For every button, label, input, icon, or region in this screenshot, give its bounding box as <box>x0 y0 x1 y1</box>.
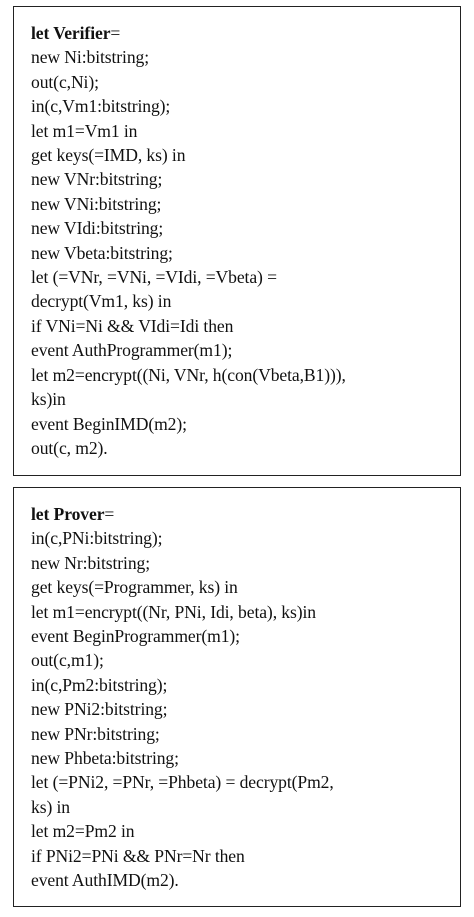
verifier-line: in(c,Vm1:bitstring); <box>31 96 171 117</box>
verifier-line: let m2=encrypt((Ni, VNr, h(con(Vbeta,B1))), <box>31 364 346 385</box>
prover-line: if PNi2=PNi && PNr=Nr then <box>31 845 245 866</box>
prover-line: let (=PNi2, =PNr, =Phbeta) = decrypt(Pm2, <box>31 772 334 793</box>
prover-line: event BeginProgrammer(m1); <box>31 626 240 647</box>
verifier-line: event BeginIMD(m2); <box>31 413 187 434</box>
verifier-line: out(c,Ni); <box>31 71 99 92</box>
prover-line: ks) in <box>31 796 70 817</box>
prover-line: new Nr:bitstring; <box>31 552 150 573</box>
prover-heading-keyword: let Prover <box>31 504 105 524</box>
verifier-line: let (=VNr, =VNi, =VIdi, =Vbeta) = <box>31 267 277 288</box>
verifier-line: new VIdi:bitstring; <box>31 218 164 239</box>
prover-heading-suffix: = <box>104 504 115 524</box>
prover-line: event AuthIMD(m2). <box>31 870 179 891</box>
verifier-line: ks)in <box>31 389 66 410</box>
verifier-line: let m1=Vm1 in <box>31 120 138 141</box>
verifier-line: if VNi=Ni && VIdi=Idi then <box>31 315 234 336</box>
verifier-heading-suffix: = <box>110 23 121 43</box>
verifier-line: event AuthProgrammer(m1); <box>31 340 233 361</box>
prover-line: new PNr:bitstring; <box>31 723 160 744</box>
prover-line: new Phbeta:bitstring; <box>31 748 179 769</box>
verifier-line: new VNi:bitstring; <box>31 193 162 214</box>
verifier-line: decrypt(Vm1, ks) in <box>31 291 172 312</box>
verifier-line: new Ni:bitstring; <box>31 47 150 68</box>
prover-line: let m1=encrypt((Nr, PNi, Idi, beta), ks)in <box>31 601 316 622</box>
verifier-heading-keyword: let Verifier <box>31 23 111 43</box>
prover-line: out(c,m1); <box>31 650 104 671</box>
prover-code-box <box>13 487 461 907</box>
prover-heading <box>31 502 450 526</box>
verifier-line: new Vbeta:bitstring; <box>31 242 173 263</box>
verifier-line: new VNr:bitstring; <box>31 169 163 190</box>
prover-line: new PNi2:bitstring; <box>31 699 168 720</box>
prover-line: let m2=Pm2 in <box>31 821 135 842</box>
verifier-line: get keys(=IMD, ks) in <box>31 145 186 166</box>
prover-line: in(c,PNi:bitstring); <box>31 528 163 549</box>
prover-line: get keys(=Programmer, ks) in <box>31 577 238 598</box>
prover-line: in(c,Pm2:bitstring); <box>31 674 168 695</box>
verifier-heading <box>31 21 450 45</box>
verifier-line: out(c, m2). <box>31 437 108 458</box>
verifier-code-box <box>13 6 461 476</box>
